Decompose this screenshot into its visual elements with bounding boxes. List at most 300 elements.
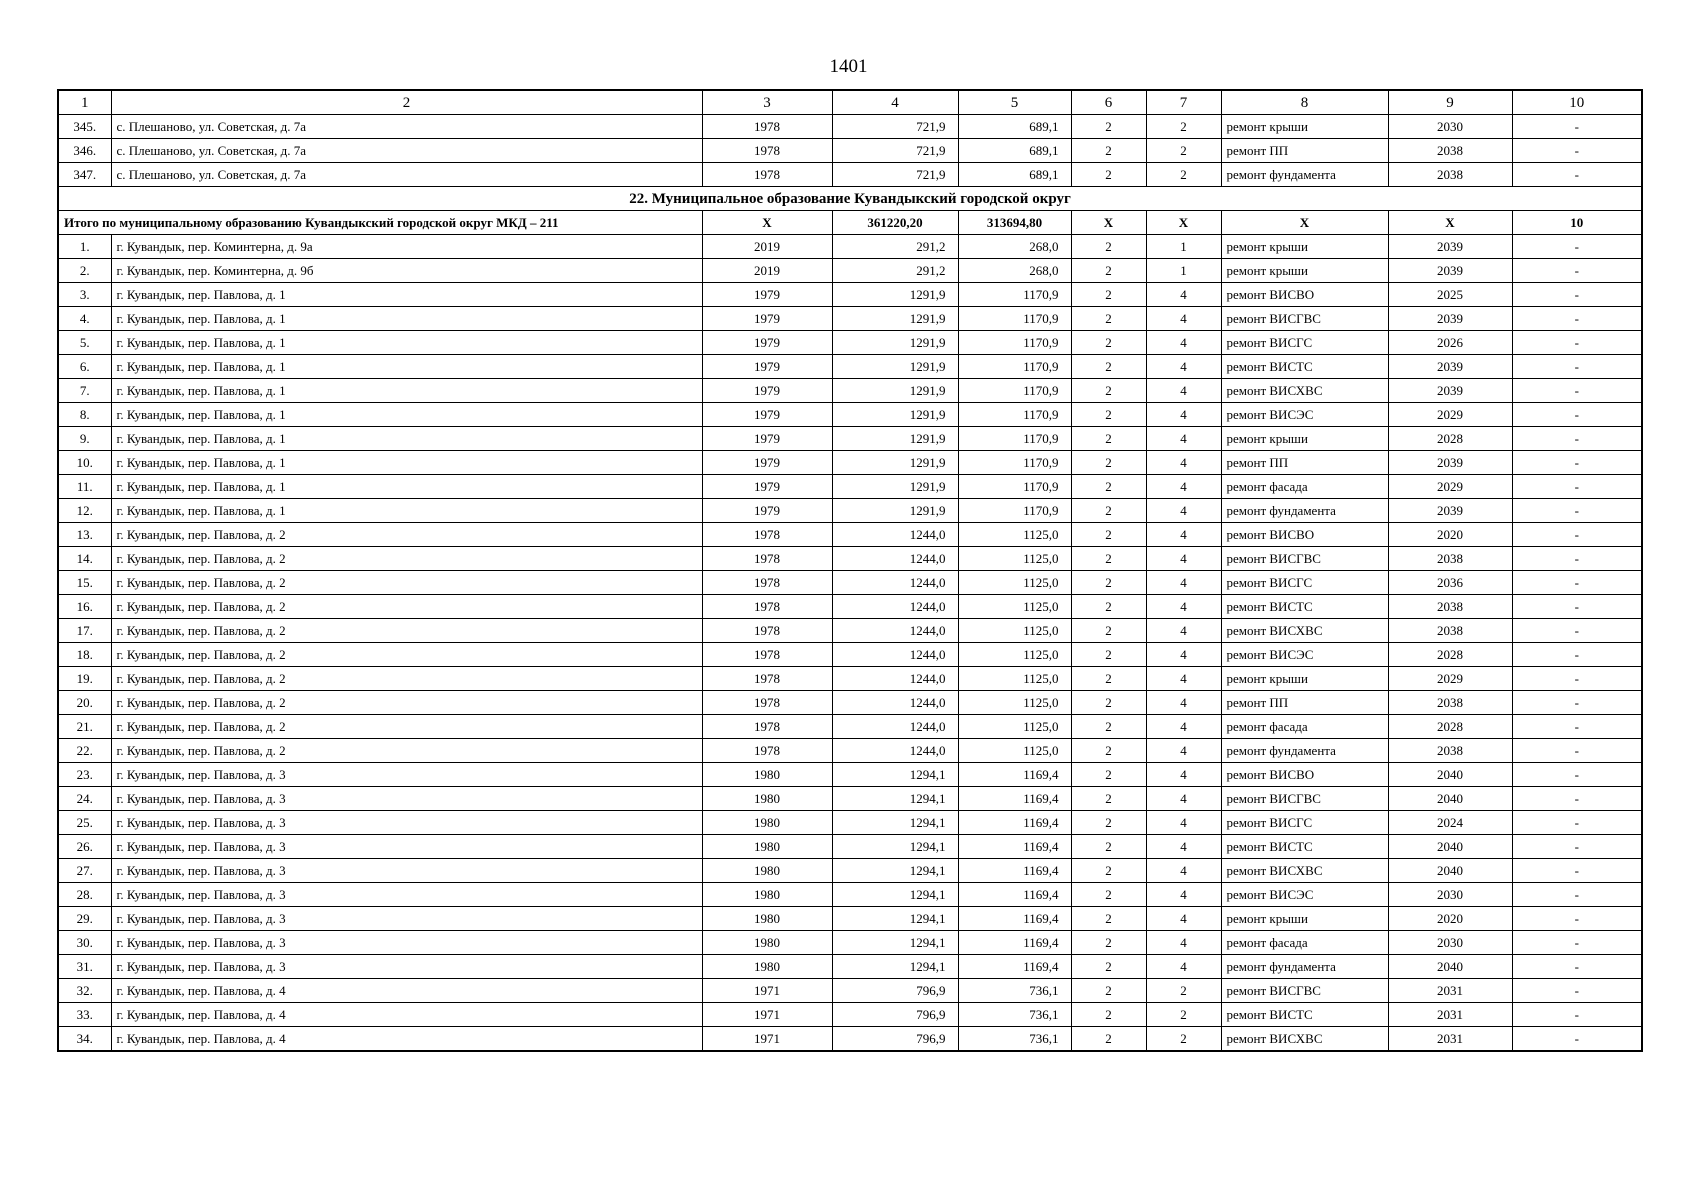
row-number-cell: 5. (58, 331, 111, 355)
year-cell: 1979 (702, 307, 832, 331)
column-number-header: 4 (832, 90, 958, 115)
col7-cell: 4 (1146, 883, 1221, 907)
column-number-header: 10 (1512, 90, 1642, 115)
address-cell: г. Кувандык, пер. Павлова, д. 1 (111, 331, 702, 355)
municipality-total-row (58, 211, 1642, 235)
work-type-cell: ремонт ВИСГС (1221, 811, 1388, 835)
col7-cell: 4 (1146, 643, 1221, 667)
col6-cell: 2 (1071, 235, 1146, 259)
col7-cell: 4 (1146, 451, 1221, 475)
table-row (58, 163, 1642, 187)
living-area-cell: 1169,4 (958, 787, 1071, 811)
address-cell: г. Кувандык, пер. Павлова, д. 1 (111, 283, 702, 307)
col7-cell: 4 (1146, 739, 1221, 763)
col10-cell: - (1512, 115, 1642, 139)
total-area-cell: 1244,0 (832, 571, 958, 595)
address-cell: г. Кувандык, пер. Павлова, д. 4 (111, 979, 702, 1003)
planned-year-cell: 2039 (1388, 355, 1512, 379)
living-area-cell: 1170,9 (958, 307, 1071, 331)
col6-cell: 2 (1071, 259, 1146, 283)
address-cell: г. Кувандык, пер. Павлова, д. 2 (111, 715, 702, 739)
row-number-cell: 8. (58, 403, 111, 427)
col7-cell: 4 (1146, 403, 1221, 427)
total-area-cell: 1291,9 (832, 499, 958, 523)
col7-cell: 4 (1146, 331, 1221, 355)
col6-cell: 2 (1071, 979, 1146, 1003)
col10-cell: - (1512, 139, 1642, 163)
work-type-cell: ремонт ВИСТС (1221, 595, 1388, 619)
row-number-cell: 34. (58, 1027, 111, 1052)
work-type-cell: ремонт ВИСВО (1221, 523, 1388, 547)
planned-year-cell: 2039 (1388, 379, 1512, 403)
col10-cell: - (1512, 283, 1642, 307)
row-number-cell: 9. (58, 427, 111, 451)
total-value-cell: 10 (1512, 211, 1642, 235)
planned-year-cell: 2038 (1388, 163, 1512, 187)
address-cell: г. Кувандык, пер. Павлова, д. 2 (111, 595, 702, 619)
col7-cell: 4 (1146, 667, 1221, 691)
row-number-cell: 16. (58, 595, 111, 619)
living-area-cell: 1169,4 (958, 835, 1071, 859)
col10-cell: - (1512, 787, 1642, 811)
address-cell: г. Кувандык, пер. Павлова, д. 3 (111, 835, 702, 859)
year-cell: 1978 (702, 139, 832, 163)
col10-cell: - (1512, 499, 1642, 523)
work-type-cell: ремонт крыши (1221, 259, 1388, 283)
planned-year-cell: 2040 (1388, 859, 1512, 883)
col10-cell: - (1512, 667, 1642, 691)
row-number-cell: 11. (58, 475, 111, 499)
address-cell: г. Кувандык, пер. Павлова, д. 2 (111, 619, 702, 643)
col7-cell: 4 (1146, 283, 1221, 307)
address-cell: г. Кувандык, пер. Павлова, д. 3 (111, 907, 702, 931)
total-area-cell: 1244,0 (832, 715, 958, 739)
work-type-cell: ремонт ВИСГВС (1221, 787, 1388, 811)
col7-cell: 2 (1146, 115, 1221, 139)
living-area-cell: 736,1 (958, 1027, 1071, 1052)
total-area-cell: 1291,9 (832, 283, 958, 307)
table-row (58, 619, 1642, 643)
work-type-cell: ремонт ВИСЭС (1221, 643, 1388, 667)
col10-cell: - (1512, 595, 1642, 619)
year-cell: 1978 (702, 571, 832, 595)
work-type-cell: ремонт фундамента (1221, 499, 1388, 523)
total-label: Итого по муниципальному образованию Кувандыкский городской округ МКД – 211 (58, 211, 702, 235)
col7-cell: 4 (1146, 355, 1221, 379)
col6-cell: 2 (1071, 907, 1146, 931)
year-cell: 1979 (702, 355, 832, 379)
column-number-header: 9 (1388, 90, 1512, 115)
col10-cell: - (1512, 355, 1642, 379)
work-type-cell: ремонт ВИСХВС (1221, 1027, 1388, 1052)
row-number-cell: 15. (58, 571, 111, 595)
year-cell: 1978 (702, 667, 832, 691)
address-cell: г. Кувандык, пер. Павлова, д. 1 (111, 307, 702, 331)
column-number-header: 6 (1071, 90, 1146, 115)
col6-cell: 2 (1071, 955, 1146, 979)
table-row (58, 643, 1642, 667)
col7-cell: 2 (1146, 163, 1221, 187)
total-value-cell: Х (702, 211, 832, 235)
col7-cell: 4 (1146, 499, 1221, 523)
col6-cell: 2 (1071, 139, 1146, 163)
planned-year-cell: 2039 (1388, 499, 1512, 523)
col6-cell: 2 (1071, 115, 1146, 139)
col6-cell: 2 (1071, 667, 1146, 691)
planned-year-cell: 2038 (1388, 547, 1512, 571)
work-type-cell: ремонт фасада (1221, 475, 1388, 499)
work-type-cell: ремонт крыши (1221, 115, 1388, 139)
work-type-cell: ремонт ПП (1221, 451, 1388, 475)
section-title: 22. Муниципальное образование Кувандыкский городской округ (58, 187, 1642, 211)
address-cell: г. Кувандык, пер. Павлова, д. 1 (111, 379, 702, 403)
year-cell: 1978 (702, 595, 832, 619)
address-cell: г. Кувандык, пер. Павлова, д. 3 (111, 859, 702, 883)
total-area-cell: 1294,1 (832, 931, 958, 955)
col10-cell: - (1512, 403, 1642, 427)
living-area-cell: 268,0 (958, 235, 1071, 259)
column-number-header: 3 (702, 90, 832, 115)
col6-cell: 2 (1071, 523, 1146, 547)
table-row (58, 115, 1642, 139)
col7-cell: 4 (1146, 715, 1221, 739)
table-row (58, 547, 1642, 571)
planned-year-cell: 2038 (1388, 619, 1512, 643)
work-type-cell: ремонт ВИСВО (1221, 283, 1388, 307)
col6-cell: 2 (1071, 403, 1146, 427)
table-row (58, 475, 1642, 499)
total-value-cell: 361220,20 (832, 211, 958, 235)
col7-cell: 4 (1146, 547, 1221, 571)
total-area-cell: 721,9 (832, 139, 958, 163)
table-row (58, 427, 1642, 451)
living-area-cell: 1170,9 (958, 451, 1071, 475)
living-area-cell: 1170,9 (958, 379, 1071, 403)
total-area-cell: 1291,9 (832, 475, 958, 499)
total-area-cell: 1294,1 (832, 787, 958, 811)
year-cell: 1979 (702, 475, 832, 499)
living-area-cell: 1169,4 (958, 907, 1071, 931)
year-cell: 1980 (702, 763, 832, 787)
living-area-cell: 689,1 (958, 139, 1071, 163)
col7-cell: 4 (1146, 595, 1221, 619)
planned-year-cell: 2039 (1388, 451, 1512, 475)
col7-cell: 4 (1146, 787, 1221, 811)
planned-year-cell: 2029 (1388, 667, 1512, 691)
col10-cell: - (1512, 1003, 1642, 1027)
planned-year-cell: 2038 (1388, 139, 1512, 163)
work-type-cell: ремонт фундамента (1221, 163, 1388, 187)
row-number-cell: 347. (58, 163, 111, 187)
address-cell: г. Кувандык, пер. Павлова, д. 3 (111, 763, 702, 787)
total-value-cell: 313694,80 (958, 211, 1071, 235)
work-type-cell: ремонт крыши (1221, 667, 1388, 691)
work-type-cell: ремонт ПП (1221, 691, 1388, 715)
address-cell: г. Кувандык, пер. Коминтерна, д. 9а (111, 235, 702, 259)
total-area-cell: 1291,9 (832, 427, 958, 451)
living-area-cell: 736,1 (958, 979, 1071, 1003)
living-area-cell: 1125,0 (958, 691, 1071, 715)
row-number-cell: 18. (58, 643, 111, 667)
col10-cell: - (1512, 523, 1642, 547)
row-number-cell: 29. (58, 907, 111, 931)
total-area-cell: 1291,9 (832, 403, 958, 427)
table-row (58, 835, 1642, 859)
work-type-cell: ремонт фундамента (1221, 955, 1388, 979)
col7-cell: 4 (1146, 379, 1221, 403)
living-area-cell: 1170,9 (958, 283, 1071, 307)
col10-cell: - (1512, 883, 1642, 907)
total-area-cell: 1294,1 (832, 859, 958, 883)
col7-cell: 4 (1146, 859, 1221, 883)
col7-cell: 4 (1146, 955, 1221, 979)
total-area-cell: 1244,0 (832, 547, 958, 571)
total-value-cell: Х (1388, 211, 1512, 235)
year-cell: 1979 (702, 499, 832, 523)
year-cell: 1978 (702, 115, 832, 139)
col7-cell: 4 (1146, 427, 1221, 451)
table-row (58, 931, 1642, 955)
table-row (58, 331, 1642, 355)
living-area-cell: 1125,0 (958, 523, 1071, 547)
table-row (58, 595, 1642, 619)
table-row (58, 379, 1642, 403)
total-area-cell: 1291,9 (832, 379, 958, 403)
row-number-cell: 4. (58, 307, 111, 331)
row-number-cell: 7. (58, 379, 111, 403)
work-type-cell: ремонт крыши (1221, 907, 1388, 931)
year-cell: 1979 (702, 451, 832, 475)
living-area-cell: 1125,0 (958, 715, 1071, 739)
planned-year-cell: 2029 (1388, 475, 1512, 499)
total-area-cell: 796,9 (832, 1027, 958, 1052)
col10-cell: - (1512, 571, 1642, 595)
planned-year-cell: 2030 (1388, 931, 1512, 955)
living-area-cell: 1125,0 (958, 619, 1071, 643)
planned-year-cell: 2040 (1388, 955, 1512, 979)
row-number-cell: 1. (58, 235, 111, 259)
col6-cell: 2 (1071, 379, 1146, 403)
address-cell: г. Кувандык, пер. Павлова, д. 3 (111, 787, 702, 811)
planned-year-cell: 2024 (1388, 811, 1512, 835)
work-type-cell: ремонт ВИСХВС (1221, 619, 1388, 643)
row-number-cell: 24. (58, 787, 111, 811)
table-row (58, 139, 1642, 163)
work-type-cell: ремонт фасада (1221, 715, 1388, 739)
work-type-cell: ремонт ВИСВО (1221, 763, 1388, 787)
living-area-cell: 1169,4 (958, 883, 1071, 907)
col6-cell: 2 (1071, 307, 1146, 331)
work-type-cell: ремонт ВИСХВС (1221, 379, 1388, 403)
col6-cell: 2 (1071, 739, 1146, 763)
table-row (58, 715, 1642, 739)
planned-year-cell: 2020 (1388, 523, 1512, 547)
year-cell: 1971 (702, 1003, 832, 1027)
total-area-cell: 796,9 (832, 1003, 958, 1027)
col10-cell: - (1512, 763, 1642, 787)
table-row (58, 763, 1642, 787)
col7-cell: 4 (1146, 571, 1221, 595)
col10-cell: - (1512, 307, 1642, 331)
col7-cell: 2 (1146, 979, 1221, 1003)
column-number-header-row (58, 90, 1642, 115)
work-type-cell: ремонт ВИСГВС (1221, 979, 1388, 1003)
col6-cell: 2 (1071, 883, 1146, 907)
work-type-cell: ремонт ВИСГС (1221, 571, 1388, 595)
year-cell: 1979 (702, 427, 832, 451)
table-row (58, 739, 1642, 763)
row-number-cell: 23. (58, 763, 111, 787)
table-row (58, 787, 1642, 811)
planned-year-cell: 2039 (1388, 235, 1512, 259)
total-area-cell: 1244,0 (832, 667, 958, 691)
total-area-cell: 1294,1 (832, 763, 958, 787)
year-cell: 1979 (702, 331, 832, 355)
address-cell: г. Кувандык, пер. Павлова, д. 1 (111, 451, 702, 475)
work-type-cell: ремонт ВИСТС (1221, 835, 1388, 859)
work-type-cell: ремонт ВИСТС (1221, 1003, 1388, 1027)
col7-cell: 4 (1146, 619, 1221, 643)
total-area-cell: 291,2 (832, 259, 958, 283)
year-cell: 1980 (702, 907, 832, 931)
col6-cell: 2 (1071, 691, 1146, 715)
total-area-cell: 1244,0 (832, 523, 958, 547)
table-row (58, 259, 1642, 283)
planned-year-cell: 2040 (1388, 835, 1512, 859)
col10-cell: - (1512, 1027, 1642, 1052)
planned-year-cell: 2031 (1388, 1003, 1512, 1027)
living-area-cell: 1125,0 (958, 547, 1071, 571)
col7-cell: 4 (1146, 523, 1221, 547)
col10-cell: - (1512, 739, 1642, 763)
row-number-cell: 28. (58, 883, 111, 907)
col6-cell: 2 (1071, 1003, 1146, 1027)
year-cell: 1971 (702, 979, 832, 1003)
year-cell: 1980 (702, 955, 832, 979)
row-number-cell: 346. (58, 139, 111, 163)
year-cell: 1979 (702, 379, 832, 403)
col10-cell: - (1512, 835, 1642, 859)
total-area-cell: 1291,9 (832, 451, 958, 475)
col6-cell: 2 (1071, 643, 1146, 667)
row-number-cell: 2. (58, 259, 111, 283)
total-area-cell: 1294,1 (832, 811, 958, 835)
total-area-cell: 1244,0 (832, 595, 958, 619)
address-cell: г. Кувандык, пер. Павлова, д. 2 (111, 739, 702, 763)
col10-cell: - (1512, 859, 1642, 883)
planned-year-cell: 2040 (1388, 763, 1512, 787)
row-number-cell: 33. (58, 1003, 111, 1027)
planned-year-cell: 2030 (1388, 883, 1512, 907)
col7-cell: 4 (1146, 931, 1221, 955)
year-cell: 1978 (702, 643, 832, 667)
total-area-cell: 721,9 (832, 115, 958, 139)
planned-year-cell: 2028 (1388, 715, 1512, 739)
col10-cell: - (1512, 691, 1642, 715)
col10-cell: - (1512, 643, 1642, 667)
col7-cell: 4 (1146, 475, 1221, 499)
work-type-cell: ремонт ВИСЭС (1221, 403, 1388, 427)
year-cell: 1980 (702, 931, 832, 955)
address-cell: г. Кувандык, пер. Коминтерна, д. 9б (111, 259, 702, 283)
total-value-cell: Х (1221, 211, 1388, 235)
table-row (58, 691, 1642, 715)
col7-cell: 2 (1146, 139, 1221, 163)
table-row (58, 451, 1642, 475)
work-type-cell: ремонт ВИСГС (1221, 331, 1388, 355)
address-cell: с. Плешаново, ул. Советская, д. 7а (111, 163, 702, 187)
work-type-cell: ремонт фундамента (1221, 739, 1388, 763)
planned-year-cell: 2028 (1388, 643, 1512, 667)
table-row (58, 955, 1642, 979)
planned-year-cell: 2025 (1388, 283, 1512, 307)
living-area-cell: 689,1 (958, 163, 1071, 187)
row-number-cell: 21. (58, 715, 111, 739)
col6-cell: 2 (1071, 571, 1146, 595)
year-cell: 1978 (702, 547, 832, 571)
row-number-cell: 25. (58, 811, 111, 835)
table-row (58, 283, 1642, 307)
col6-cell: 2 (1071, 283, 1146, 307)
year-cell: 2019 (702, 235, 832, 259)
work-type-cell: ремонт ВИСГВС (1221, 307, 1388, 331)
col6-cell: 2 (1071, 331, 1146, 355)
row-number-cell: 27. (58, 859, 111, 883)
year-cell: 1971 (702, 1027, 832, 1052)
total-area-cell: 1291,9 (832, 355, 958, 379)
address-cell: г. Кувандык, пер. Павлова, д. 1 (111, 403, 702, 427)
row-number-cell: 30. (58, 931, 111, 955)
col7-cell: 2 (1146, 1027, 1221, 1052)
table-row (58, 307, 1642, 331)
table-row (58, 235, 1642, 259)
address-cell: г. Кувандык, пер. Павлова, д. 3 (111, 931, 702, 955)
col7-cell: 2 (1146, 1003, 1221, 1027)
column-number-header: 8 (1221, 90, 1388, 115)
col10-cell: - (1512, 811, 1642, 835)
col6-cell: 2 (1071, 355, 1146, 379)
year-cell: 1980 (702, 883, 832, 907)
year-cell: 1979 (702, 283, 832, 307)
col6-cell: 2 (1071, 787, 1146, 811)
address-cell: г. Кувандык, пер. Павлова, д. 4 (111, 1027, 702, 1052)
col6-cell: 2 (1071, 763, 1146, 787)
row-number-cell: 22. (58, 739, 111, 763)
col6-cell: 2 (1071, 163, 1146, 187)
col10-cell: - (1512, 475, 1642, 499)
living-area-cell: 1125,0 (958, 667, 1071, 691)
living-area-cell: 1170,9 (958, 331, 1071, 355)
col10-cell: - (1512, 379, 1642, 403)
planned-year-cell: 2038 (1388, 739, 1512, 763)
table-row (58, 979, 1642, 1003)
year-cell: 1980 (702, 859, 832, 883)
col6-cell: 2 (1071, 475, 1146, 499)
col10-cell: - (1512, 955, 1642, 979)
table-row (58, 907, 1642, 931)
work-type-cell: ремонт крыши (1221, 235, 1388, 259)
planned-year-cell: 2029 (1388, 403, 1512, 427)
year-cell: 1978 (702, 619, 832, 643)
total-area-cell: 1244,0 (832, 739, 958, 763)
address-cell: г. Кувандык, пер. Павлова, д. 3 (111, 883, 702, 907)
address-cell: г. Кувандык, пер. Павлова, д. 3 (111, 811, 702, 835)
address-cell: г. Кувандык, пер. Павлова, д. 2 (111, 547, 702, 571)
address-cell: г. Кувандык, пер. Павлова, д. 2 (111, 523, 702, 547)
work-type-cell: ремонт крыши (1221, 427, 1388, 451)
year-cell: 1978 (702, 163, 832, 187)
row-number-cell: 17. (58, 619, 111, 643)
